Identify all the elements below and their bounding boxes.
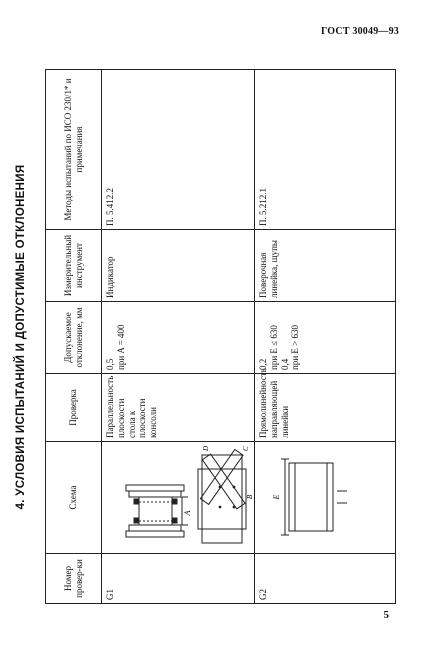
method-cell: П. 5.212.1 xyxy=(255,70,396,230)
tolerance-value: 0,5 xyxy=(105,358,115,370)
dimension-label-a: A xyxy=(183,510,192,516)
tolerance-value: 0,2 xyxy=(258,358,268,370)
tolerance-table xyxy=(45,69,396,604)
document-header: ГОСТ 30049—93 xyxy=(320,26,399,37)
tolerance-condition: при E ≤ 630 xyxy=(268,325,279,370)
table-header-row xyxy=(46,70,102,604)
column-header-instrument: Измерительный инструмент xyxy=(46,230,102,302)
diagram-label-b: B xyxy=(246,494,254,500)
check-number: G2 xyxy=(255,554,396,604)
check-description: Параллельность плоскости стола к плоскости консоли xyxy=(102,374,255,442)
diagram-label-d: D xyxy=(202,445,210,451)
table-row xyxy=(255,70,396,604)
rotated-page-content xyxy=(7,70,361,604)
tolerance-cell xyxy=(255,302,396,374)
section-title: 4. УСЛОВИЯ ИСПЫТАНИЙ И ДОПУСТИМЫЕ ОТКЛОНЕНИЯ xyxy=(15,164,27,510)
page-number: 5 xyxy=(383,609,389,621)
column-header-check: Проверка xyxy=(46,374,102,442)
instrument-cell: Поверочная линейка, щупы xyxy=(255,230,396,302)
straightedge-diagram xyxy=(255,441,395,553)
scheme-diagram-g2 xyxy=(255,442,396,554)
column-header-tolerance: Допускаемое отклонение, мм xyxy=(46,302,102,374)
tolerance-condition: при A = 400 xyxy=(115,324,126,370)
scheme-diagram-g1 xyxy=(102,442,255,554)
tolerance-cell xyxy=(102,302,255,374)
column-header-scheme: Схема xyxy=(46,442,102,554)
diagram-label-c: C xyxy=(242,446,250,451)
column-header-number: Номер провер-ки xyxy=(46,554,102,604)
dimension-label-e: E xyxy=(272,494,281,500)
instrument-cell: Индикатор xyxy=(102,230,255,302)
check-number: G1 xyxy=(102,554,255,604)
column-header-method: Методы испытаний по ИСО 230/1* и примечания xyxy=(46,70,102,230)
check-description: Прямолинейность направляющей линейки xyxy=(255,374,396,442)
tolerance-condition: при E > 630 xyxy=(290,325,301,370)
method-cell: П. 5.412.2 xyxy=(102,70,255,230)
tolerance-value: 0,4 xyxy=(279,358,290,370)
table-console-diagram xyxy=(102,441,254,553)
table-row xyxy=(102,70,255,604)
